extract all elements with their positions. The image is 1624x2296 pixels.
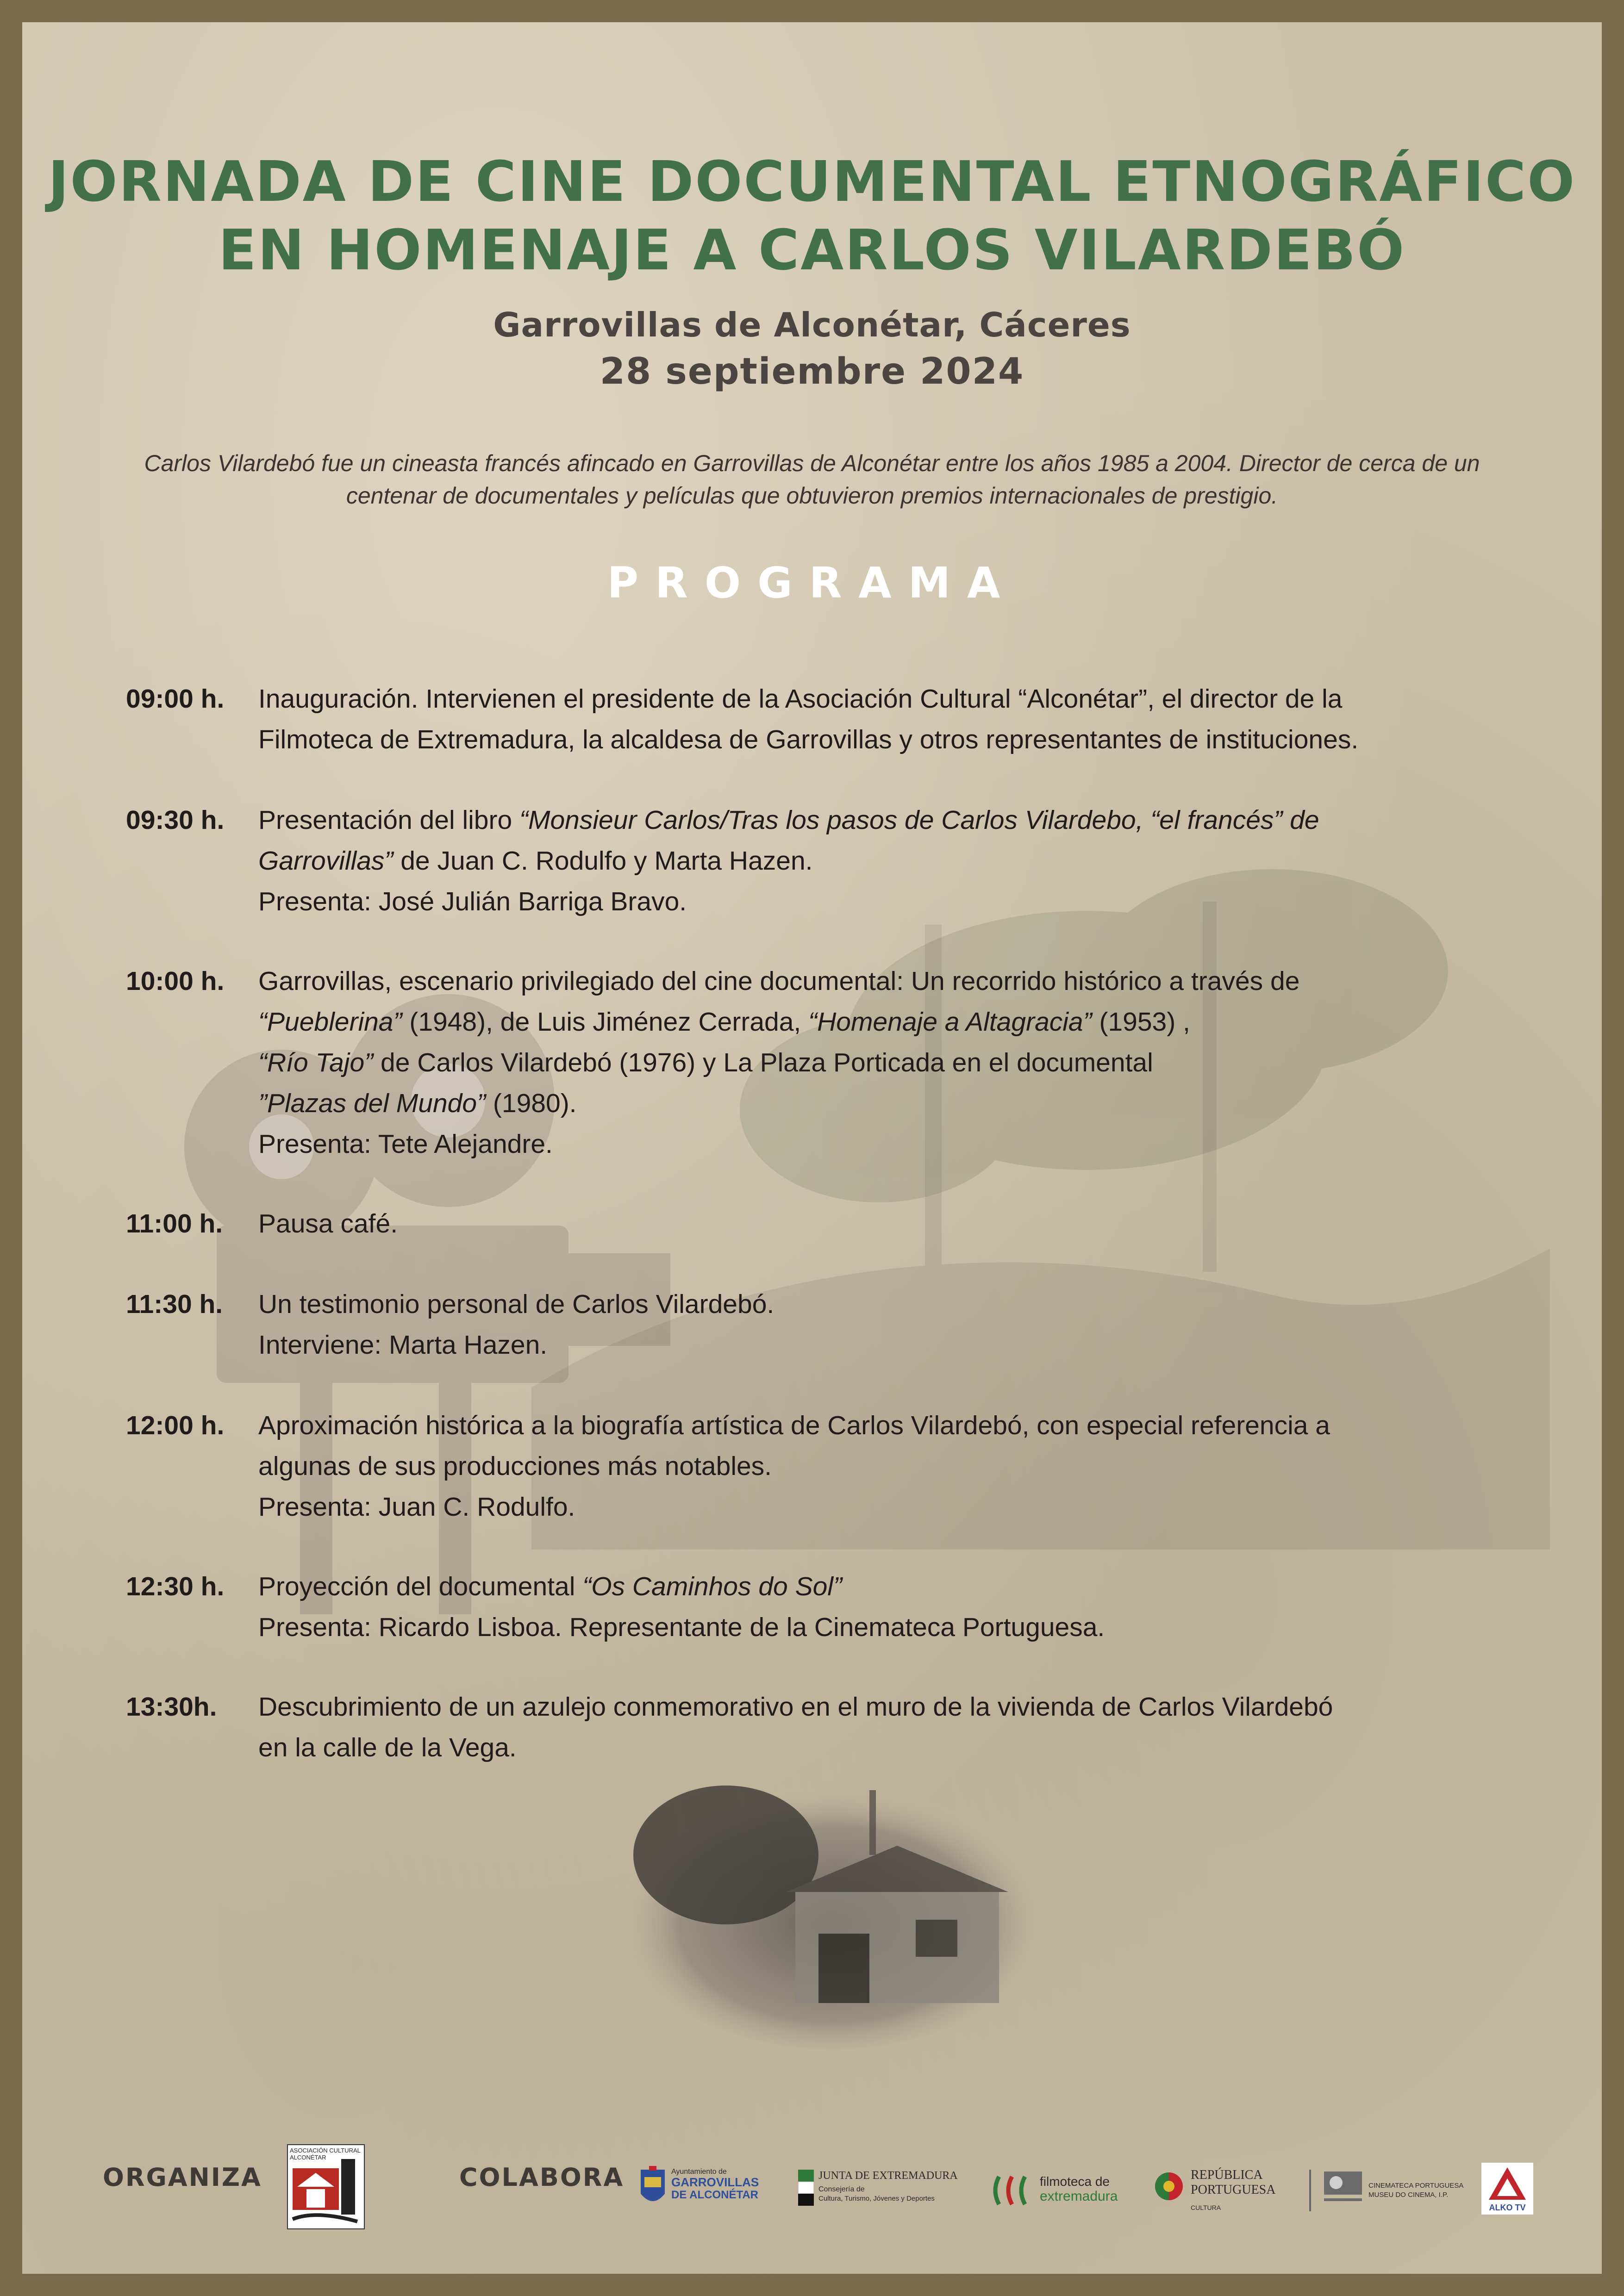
program-description: Pausa café. xyxy=(258,1209,398,1238)
programa-heading: PROGRAMA xyxy=(607,558,1017,608)
event-title xyxy=(22,148,1602,285)
house-door xyxy=(818,1934,869,2003)
alko-tv-logo: ALKO TV xyxy=(1481,2163,1533,2215)
house-photo xyxy=(610,1753,1055,2049)
coat-of-arms-icon xyxy=(638,2166,668,2210)
program-time: 10:00 h. xyxy=(126,966,225,996)
program-item xyxy=(126,1203,1515,1244)
program-description: Presentación del libro “Monsieur Carlos/Tras los pasos de Carlos Vilardebo, “el francés” de Garrovillas” de Juan C. Rodulfo y Marta Hazen. Presenta: José Julián Barriga Bravo. xyxy=(258,805,1319,916)
program-item xyxy=(126,678,1515,760)
program-item xyxy=(126,1566,1515,1648)
program-item xyxy=(126,961,1515,1164)
organiza-label: ORGANIZA xyxy=(103,2163,262,2192)
asociacion-logo: ASOCIACIÓN CULTURAL ALCONÉTAR xyxy=(287,2144,365,2229)
colabora-label: COLABORA xyxy=(459,2163,625,2192)
program-description: Garrovillas, escenario privilegiado del cine documental: Un recorrido histórico a través de “Pueblerina” (1948), de Luis Jiménez Cerrada, “Homenaje a Altagracia” (1953) , “Río Tajo” de Carlos Vilardebó (1976) y La Plaza Porticada en el documental ”Plazas del Mundo” (1980). Presenta: Tete Alejandre. xyxy=(258,966,1300,1159)
program-time: 12:30 h. xyxy=(126,1572,225,1601)
program-time: 09:00 h. xyxy=(126,684,225,714)
tree-foliage xyxy=(633,1786,818,1924)
intro-paragraph: Carlos Vilardebó fue un cineasta francés afincado en Garrovillas de Alconétar entre los años 1985 a 2004. Director de cerca de un centenar de documentales y películas que obtuvieron premios internacionales de prestigio. xyxy=(144,450,1480,509)
event-title-line-1: JORNADA DE CINE DOCUMENTAL ETNOGRÁFICO xyxy=(48,150,1576,214)
event-date: 28 septiembre 2024 xyxy=(600,351,1024,392)
cinemateca-icon xyxy=(1322,2170,1364,2207)
portugal-emblem-icon xyxy=(1154,2171,1184,2202)
program-description: Un testimonio personal de Carlos Vilardebó. Interviene: Marta Hazen. xyxy=(258,1289,775,1360)
ayuntamiento-logo: Ayuntamiento de GARROVILLAS DE ALCONÉTAR xyxy=(638,2166,781,2212)
program-description: Aproximación histórica a la biografía artística de Carlos Vilardebó, con especial referencia a algunas de sus producciones más notables. Presenta: Juan C. Rodulfo. xyxy=(258,1411,1330,1522)
program-description: Descubrimiento de un azulejo conmemorativo en el muro de la vivienda de Carlos Vilardebó en la calle de la Vega. xyxy=(258,1692,1333,1762)
book-title: “Monsieur Carlos/Tras los pasos de Carlos Vilardebo, “el francés” de xyxy=(519,805,1319,835)
event-title-line-2: EN HOMENAJE A CARLOS VILARDEBÓ xyxy=(218,218,1406,283)
program-item xyxy=(126,800,1515,922)
house-window xyxy=(916,1920,957,1957)
program-time: 09:30 h. xyxy=(126,805,225,835)
poster xyxy=(22,22,1602,2274)
filmoteca-icon xyxy=(990,2172,1036,2209)
program-time: 13:30h. xyxy=(126,1692,217,1722)
republica-portuguesa-logo: REPÚBLICA PORTUGUESA CULTURA xyxy=(1154,2167,1302,2214)
program-item xyxy=(126,1284,1515,1365)
program-item xyxy=(126,1405,1515,1527)
program-description: Proyección del documental “Os Caminhos do Sol” Presenta: Ricardo Lisboa. Representante de la Cinemateca Portuguesa. xyxy=(258,1572,1105,1642)
program-time: 11:30 h. xyxy=(126,1289,223,1319)
program-time: 11:00 h. xyxy=(126,1209,223,1238)
documentary-title: “Os Caminhos do Sol” xyxy=(582,1572,842,1601)
logo-divider xyxy=(1309,2170,1311,2211)
event-location: Garrovillas de Alconétar, Cáceres xyxy=(493,305,1131,344)
extremadura-flag-icon xyxy=(798,2170,814,2206)
program-description: Inauguración. Intervienen el presidente de la Asociación Cultural “Alconétar”, el director de la Filmoteca de Extremadura, la alcaldesa de Garrovillas y otros representantes de instituciones. xyxy=(258,684,1359,754)
junta-extremadura-logo: JUNTA DE EXTREMADURA Consejería de Cultura, Turismo, Jóvenes y Deportes xyxy=(798,2170,974,2211)
program-time: 12:00 h. xyxy=(126,1411,225,1440)
cinemateca-logo: CINEMATECA PORTUGUESA MUSEU DO CINEMA, I.P. xyxy=(1322,2170,1498,2211)
flag-pole xyxy=(869,1790,876,1855)
filmoteca-logo: filmoteca de extremadura xyxy=(990,2172,1143,2209)
